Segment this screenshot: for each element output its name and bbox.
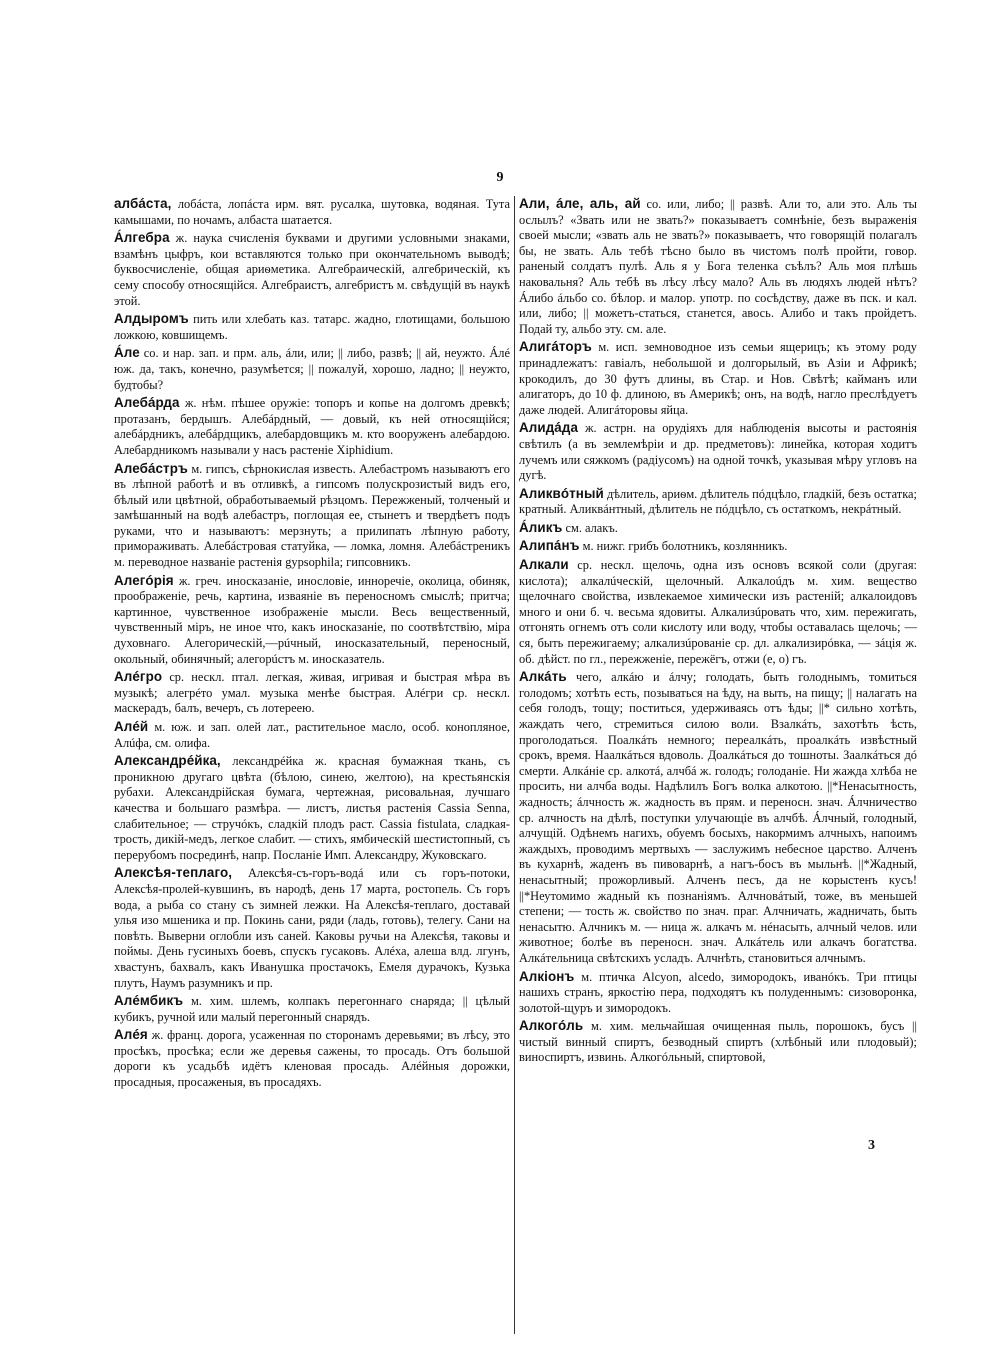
headword: албáста, [114, 196, 172, 211]
dict-entry [114, 230, 510, 309]
headword: Алéя [114, 1027, 148, 1043]
entry-text: Алексѣя-съ-горъ-водá или съ горъ-потоки, Алексѣя-пролей-кувшинъ, въ народѣ, день 17 марта, ростопель. Съ горъ вода, а рыба со стану съ зимней лежки. На Алексѣя-теплаго, доставай улья изо мшеника и пр. Покинь сани, ряди (ладь, готовь), телегу. Сани на повѣть. Выверни оглобли изъ саней. Каковы ручьи на Алексѣя, таковы и поймы. День гусиныхъ боевъ, спускъ гусаковъ. Алéха, алеша влд. лгунъ, хвастунъ, бахвалъ, какъ Иванушка простачокъ, Емеля дурачокъ, Кузька плутъ, Наумъ разумникъ и пр. [114, 866, 510, 990]
headword: Алебáстръ [114, 460, 188, 476]
entry-text: м. нижг. грибъ болотникъ, козлянникъ. [582, 539, 788, 554]
headword: Алкали [519, 557, 569, 573]
entry-text: лександрéйка ж. красная бумажная ткань, съ проникною другаго цвѣта (бѣлою, синею, желтою), на крестьянскія рубахи. Александрійская бумага, чертежная, рисовальная, лучшаго качества и большаго размѣра. — листъ, листья растенія Cassia Senna, слабительное; — стручóкъ, сладкій плодъ раст. Cassia fistulata, сладкая-трость, дикій-медъ, легкое слабит. — стихъ, ямбическій шестистопный, съ перерубомъ посрединѣ, напр. Посланіе Имп. Александру, Жуковскаго. [114, 754, 510, 862]
dict-entry [114, 993, 510, 1025]
headword: Áлгебра [114, 230, 170, 246]
headword: Аликвóтный [519, 485, 604, 501]
headword: Алкогóль [519, 1018, 584, 1034]
dict-entry [519, 486, 917, 518]
entry-text: ж. наука счисленія буквами и другими условными знаками, взамѣнъ цыфръ, кои вставляются только при окончательномъ выводѣ; буквосчисленіе, общая ариѳметика. Алгебраическій, алгебрическій, къ сему способу относящійся. Алгебраистъ, алгебристъ м. свѣдущій въ наукѣ этой. [114, 231, 510, 308]
dict-entry [114, 196, 510, 228]
headword: Али, áле, аль, ай [519, 196, 641, 211]
dict-entry [114, 753, 510, 863]
dict-entry [519, 196, 917, 337]
entry-text: со. и нар. зап. и прм. аль, áли, или; || либо, развѣ; || ай, неужто. Áлé юж. да, такъ, конечно, разумѣется; || пожалуй, хорошо, ладно; || неужто, будтобы? [114, 346, 510, 392]
headword: Áле [114, 345, 140, 361]
dict-entry [114, 719, 510, 751]
page-number: 9 [496, 170, 504, 185]
headword: Алкіонъ [519, 968, 575, 984]
entry-text: м. юж. и зап. олей лат., растительное масло, особ. конопляное, Алúфа, см. олифа. [114, 720, 510, 750]
entry-text: лобáста, лопáста ирм. вят. русалка, шутовка, водяная. Тута камышами, по ночамъ, албаста шатается. [114, 197, 510, 227]
headword: Александрéйка, [114, 753, 221, 769]
dict-entry [114, 311, 510, 343]
dict-entry [519, 1018, 917, 1066]
headword: Алидáда [519, 420, 579, 436]
dict-entry [114, 345, 510, 393]
dict-entry [114, 865, 510, 991]
column-divider [514, 196, 515, 1334]
headword: Алéгро [114, 669, 163, 685]
entry-text: ср. нескл. птал. легкая, живая, игривая и быстрая мѣра въ музыкѣ; алегрéто умал. музыка менѣе быстрая. Алéгри ср. нескл. маскерадъ, балъ, вечеръ, съ лотереею. [114, 670, 510, 716]
entry-text: со. или, либо; || развѣ. Али то, али это. Аль ты ослылъ? «Звать или не звать?» показываетъ сомнѣніе, безъ выраженія своей мысли; «звать аль не звать?» показываетъ, что говорящій полагалъ бы, не звать. Аль тебѣ тѣсно было въ чистомъ полѣ пройти, говор. раненый солдатъ пулѣ. Аль я у Бога теленка съѣлъ? Аль моя плѣшь наковальня? Аль тебѣ въ лѣсу лѣсу мало? Аль въ людяхъ людей нѣтъ? Áлибо áльбо со. бѣлор. и малор. употр. по сосѣдству, даже въ пск. и кал. или, либо; || можетъ-статься, станется, авось. Алибо и такъ пройдетъ. Подай ту, альбо эту. см. але. [519, 197, 917, 336]
entry-text: ж. греч. иносказаніе, инословіе, инноречіе, околица, обиняк, проображеніе, речь, картина, изваяніе въ переносномъ смыслѣ; притча; картинное, чувственное изображеніе мысли. Весь вещественный, чувственный міръ, не иное что, какъ иносказаніе, по соотвѣтствію, міра духовнаго. Алегорическій,—рúчный, иносказательный, переносный, окольный, обинячный; алегорúстъ м. иносказатель. [114, 573, 510, 666]
headword: Алéмбикъ [114, 993, 184, 1009]
right-column [519, 196, 917, 1068]
headword: Алдыромъ [114, 311, 189, 327]
entry-text: ср. нескл. щелочь, одна изъ основъ всякой соли (другая: кислота); алкалúческій, щелочный. Алкалоúдъ м. хим. вещество щелочнаго свойства, извлекаемое химически изъ растеній; алкалоидовъ много и они б. ч. весьма ядовиты. Алкализúровать что, хим. пережигать, отгонять огнемъ отъ соли кислоту или воду, чтобы оставалась щелочь; — ся, быть пережигаему; алкализúрованіе ср. дл. алкализирóвка, — зáція ж. об. дѣйст. по гл., пережженіе, пережёгъ, отжи (е, о) гъ. [519, 558, 917, 666]
entry-text: ж. франц. дорога, усаженная по сторонамъ деревьями; въ лѣсу, это просѣкъ, просѣка; если же деревья сажены, то просадь. Отъ большой дороги къ усадьбѣ идётъ кленовая просадь. Алéйныя дорожки, просадныя, просаженыя, въ просадяхъ. [114, 1028, 510, 1090]
headword: Алегóрія [114, 572, 174, 588]
entry-text: ж. нѣм. пѣшее оружіе: топоръ и копье на долгомъ древкѣ; протазанъ, бердышъ. Алебáрдный, — довый, къ ней относящійся; алебáрдникъ, алебáрдщикъ, алебардовщикъ м. кто вооруженъ алебардою. Алебардникомъ называли у насъ растеніе Xiphidium. [114, 396, 510, 457]
dict-entry [519, 969, 917, 1017]
entry-text: м. птичка Alcyon, alcedo, зимородокъ, иванóкъ. Три птицы нашихъ странъ, яркостію пера, подходятъ къ полуденнымъ: сизоворонка, золотой-щуръ и зимородокъ. [519, 969, 917, 1015]
dict-entry [114, 461, 510, 571]
entry-text: м. хим. шлемъ, колпакъ перегоннаго снаряда; || цѣлый кубикъ, ручной или малый перегонный снарядъ. [114, 994, 510, 1024]
dict-entry [519, 520, 917, 537]
entry-text: ж. астрн. на орудіяхъ для наблюденія высоты и растоянія свѣтилъ (а въ землемѣріи и др. предметовъ): линейка, которая ходитъ лучемъ или сяжкомъ (радіусомъ) на одной точкѣ, указывая мѣру угловъ на дугѣ. [519, 421, 917, 483]
dict-entry [114, 573, 510, 668]
dict-entry [519, 339, 917, 418]
signature-mark: 3 [868, 1138, 875, 1153]
entry-text: дѣлитель, ариѳм. дѣлитель пóдцѣло, гладкій, безъ остатка; кратный. Аликвáнтный, дѣлитель не пóдцѣло, съ остаткомъ, некрáтный. [519, 486, 917, 517]
dict-entry [114, 395, 510, 458]
entry-text: м. хим. мельчайшая очищенная пыль, порошокъ, бусъ ||чистый винный спиртъ, безводный спиртъ (хлѣбный или плодовый); виноспиртъ, извинь. Алкогóльный, спиртовой, [519, 1019, 918, 1065]
headword: Алексѣя-теплаго, [114, 865, 233, 881]
headword: Алигáторъ [519, 339, 592, 355]
dict-entry [519, 557, 917, 667]
entry-text: м. гипсъ, сѣрнокислая известь. Алебастромъ называютъ его въ лѣпной работѣ и въ отливкѣ, а гипсомъ полускрозистый видъ его, бѣлый или цвѣтной, обработываемый рѣзцомъ. Пережженый, толченый и замѣшанный на водѣ алебастръ, поглощая ее, стынетъ и твердѣетъ подъ руками, что и называютъ: мерзнуть; а прилипать лѣпную работу, примораживать. Алебáстровая статуйка, — ломка, ломня. Алебáстреникъ м. переводное названіе растенія gypsophila; гипсовникъ. [114, 461, 510, 570]
headword: Áликъ [519, 519, 563, 535]
left-column [114, 196, 510, 1093]
entry-text: м. исп. земноводное изъ семьи ящерицъ; къ этому роду принадлежатъ: гавіалъ, небольшой и долгорылый, въ Азіи и Африкѣ; крокодилъ, до 30 футъ длины, въ Стар. и Нов. Свѣтѣ; кайманъ или алигаторъ, до 10 ф. длиною, въ Америкѣ; онъ, на водѣ, нагло преслѣдуетъ даже людей. Алигáторовы яйца. [519, 340, 917, 417]
headword: Алéй [114, 719, 149, 734]
dict-entry [114, 1027, 510, 1090]
dict-entry [519, 420, 917, 483]
entry-text: пить или хлебать каз. татарс. жадно, глотищами, большою ложкою, ковшищемъ. [114, 312, 510, 342]
entry-text: чего, алкáю и áлчу; голодать, быть голоднымъ, томиться голодомъ; хотѣть есть, позываться на ѣду, на выть, на пищу; || налагать на себя голодъ, тощу; поститься, удерживаясь отъ ѣды; ||* сильно хотѣть, жаждать чего, стремиться силою воли. Взалкáть, захотѣть ѣсть, проголодаться. Поалкáть немного; переалкáть, проалкáть извѣстный срокъ, время. Наалкáться вдоволь. Доалкáться до тошноты. Заалкáться дó смерти. Алкáніе ср. алкотá, алчбá ж. голодъ; голоданіе. Ни жажда хлѣба не просить, ни алчба воды. Надѣлилъ Богъ волка алкотою. ||*Ненасытность, жадность; áлчность ж. жадность въ прям. и переносн. знач. Áлчничество ср. алчность на дѣлѣ, поступки улучающіе въ алчбѣ. Áлчный, голодный, алчущій. Одѣнемъ нагихъ, обуемъ босыхъ, накормимъ алчныхъ, напоимъ жаждыхъ, проводимъ мертвыхъ — заслужимъ небесное царство. Алченъ въ кухарнѣ, жаденъ въ пивоварнѣ, а нагъ-босъ въ мыльнѣ. ||*Жадный, ненасытный; прожорливый. Алченъ песъ, да не корыстенъ кусъ! ||*Неутомимо жадный къ познаніямъ. Алчновáтый, тоже, въ меньшей степени; — тость ж. свойство по знач. праг. Алчничать, жадничать, быть ненасытю. Алчникъ м. — ница ж. алкачъ м. нéнасыть, алчный челов. или животное; болѣе въ переносн. знач. Алкáтель или алкачъ богатства. Алкáтельница свѣтскихъ усладъ. Алчнѣть, становиться алчнымъ. [519, 670, 917, 965]
dict-entry [519, 669, 917, 966]
headword: Алебáрда [114, 395, 180, 411]
entry-text: см. алакъ. [565, 520, 618, 535]
dict-entry [114, 669, 510, 717]
headword: Алкáть [519, 669, 567, 685]
headword: Алипáнъ [519, 538, 580, 554]
dict-entry [519, 538, 917, 555]
